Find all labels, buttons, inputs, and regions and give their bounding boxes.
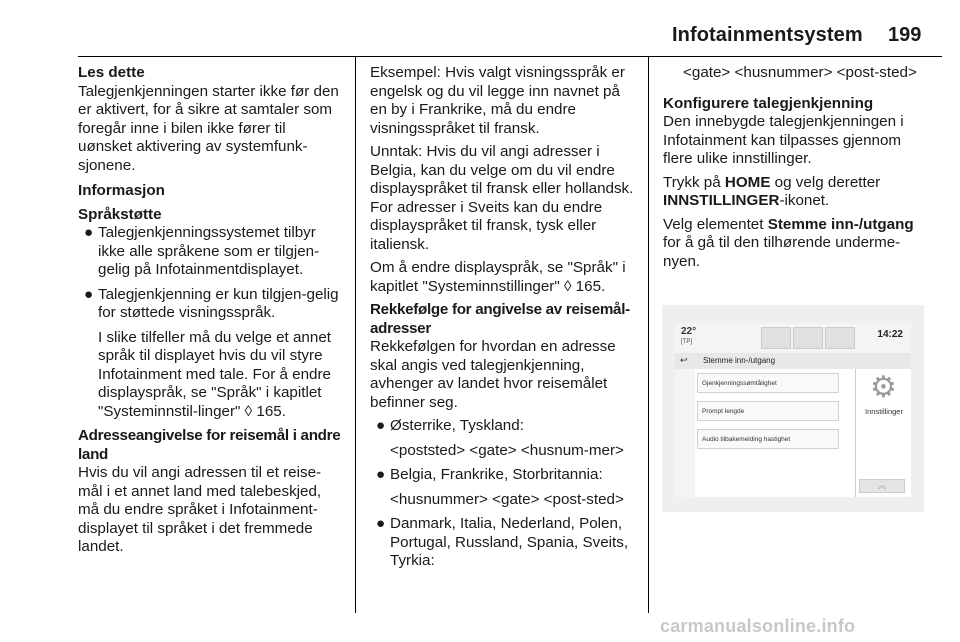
menu-row: Audio tilbakemelding hastighet bbox=[697, 429, 839, 449]
list-item-text: Danmark, Italia, Nederland, Polen, Portugal, Russland, Spania, Sveits, Tyrkia: bbox=[390, 515, 629, 569]
column-divider bbox=[648, 57, 649, 613]
column-1 bbox=[78, 64, 342, 562]
infotainment-screenshot bbox=[662, 305, 924, 512]
menu-item-keyword: Stemme inn-/utgang bbox=[767, 215, 914, 233]
note-heading: Les dette bbox=[78, 64, 145, 81]
bullet-icon: ● bbox=[84, 285, 94, 303]
list-item-subtext: I slike tilfeller må du velge et annet språk til displayet hvis du vil styre Infotainment med tale. For å endre displayspråk, se "Språk" i kapitlet "Systeminnstil-linger" ◊ 165. bbox=[98, 328, 332, 420]
header-rule bbox=[78, 56, 942, 57]
section-heading-informasjon: Informasjon bbox=[78, 182, 165, 199]
list-item-text: Talegjenkjenningssystemet tilbyr ikke alle språkene som er tilgjen-gelig på Infotainmentdisplayet. bbox=[98, 224, 320, 278]
subheading-sprakstotte: Språkstøtte bbox=[78, 205, 162, 223]
section-heading-rekkefolge: Rekkefølge for angivelse av reisemål-adresser bbox=[370, 301, 630, 337]
section-heading-adresseangivelse: Adresseangivelse for reisemål i andre land bbox=[78, 427, 341, 463]
status-bar bbox=[675, 323, 911, 353]
list-item-subtext: <gate> <husnummer> <post-sted> bbox=[683, 64, 917, 81]
bullet-icon: ● bbox=[376, 515, 386, 532]
list-item bbox=[370, 417, 636, 436]
list-item-text: Talegjenkjenning er kun tilgjen-gelig for støttede visningsspråk. bbox=[98, 285, 339, 321]
clock: 14:22 bbox=[877, 329, 903, 340]
list-item bbox=[78, 224, 342, 280]
section-text: Hvis du vil angi adressen til et reise-mål i et annet land med talebeskjed, må du endre språket i Infotainment-displayet til språket i det fremmede landet. bbox=[78, 464, 322, 555]
music-icon bbox=[761, 327, 791, 349]
infotainment-screen bbox=[675, 323, 911, 497]
list-item bbox=[78, 286, 342, 323]
chevron-up-icon: ︿ bbox=[859, 479, 905, 493]
column-2 bbox=[370, 64, 636, 577]
gear-icon: ⚙ bbox=[870, 371, 897, 404]
text-run: og velg deretter bbox=[770, 173, 881, 191]
paragraph: Eksempel: Hvis valgt visningsspråk er engelsk og du vil legge inn navnet på en by i Frankrike, må du endre visningsspråket til fransk. bbox=[370, 64, 625, 137]
column-divider bbox=[355, 57, 356, 613]
temperature: 22° bbox=[681, 326, 697, 337]
section-text: Den innebygde talegjenkjenningen i Infotainment kan tilpasses gjennom flere ulike innstillinger. bbox=[663, 113, 904, 167]
text-run: Trykk på bbox=[663, 173, 725, 191]
page-header-title: Infotainmentsystem bbox=[672, 24, 863, 46]
list-item-subtext: <husnummer> <gate> <post-sted> bbox=[390, 490, 624, 508]
settings-label: Innstillinger bbox=[865, 407, 903, 416]
section-text: Rekkefølgen for hvordan en adresse skal angis ved talegjenkjenning, avhenger av landet hvor reisemålet befinner seg. bbox=[370, 338, 616, 411]
bullet-icon: ● bbox=[376, 417, 386, 434]
text-run: Velg elementet bbox=[663, 215, 768, 233]
menu-row: Gjenkjenningssømtålighet bbox=[697, 373, 839, 393]
column-3 bbox=[663, 64, 923, 276]
list-item-text: Østerrike, Tyskland: bbox=[390, 417, 524, 434]
settings-panel bbox=[855, 369, 911, 497]
menu-row: Prompt lengde bbox=[697, 401, 839, 421]
nav-icon bbox=[825, 327, 855, 349]
settings-keyword: INNSTILLINGER bbox=[663, 192, 780, 209]
list-margin bbox=[675, 369, 695, 497]
paragraph bbox=[663, 174, 923, 211]
page-number: 199 bbox=[888, 24, 922, 46]
tp-indicator: [TP] bbox=[681, 339, 693, 345]
paragraph: Om å endre displayspråk, se "Språk" i kapitlet "Systeminnstillinger" ◊ 165. bbox=[370, 259, 626, 295]
back-icon: ↩ bbox=[680, 355, 688, 365]
phone-icon bbox=[793, 327, 823, 349]
text-run: -ikonet. bbox=[779, 192, 830, 209]
list-item bbox=[370, 515, 636, 571]
paragraph: Unntak: Hvis du vil angi adresser i Belgia, kan du velge om du vil endre displayspråket til fransk eller hollandsk. For adresser i Sveits kan du endre displayspråket til fransk, tysk eller italiensk. bbox=[370, 143, 634, 253]
paragraph bbox=[663, 216, 923, 272]
list-item-text: Belgia, Frankrike, Storbritannia: bbox=[390, 466, 603, 483]
text-run: for å gå til den tilhørende underme-nyen. bbox=[663, 234, 901, 270]
menu-title: Stemme inn-/utgang bbox=[703, 356, 776, 365]
note-text: Talegjenkjenningen starter ikke før den er aktivert, for å sikre at samtaler som foregår inne i bilen ikke fører til uønsket aktivering av systemfunk-sjonene. bbox=[78, 82, 339, 174]
menu-titlebar bbox=[675, 353, 911, 369]
menu-content bbox=[675, 369, 911, 497]
bullet-icon: ● bbox=[84, 224, 94, 241]
watermark: carmanualsonline.info bbox=[660, 616, 856, 636]
section-heading-konfigurere: Konfigurere talegjenkjenning bbox=[663, 94, 874, 112]
bullet-icon: ● bbox=[376, 466, 386, 483]
list-item bbox=[370, 466, 636, 485]
list-item-subtext: <poststed> <gate> <husnum-mer> bbox=[390, 441, 624, 459]
home-keyword: HOME bbox=[724, 173, 771, 191]
